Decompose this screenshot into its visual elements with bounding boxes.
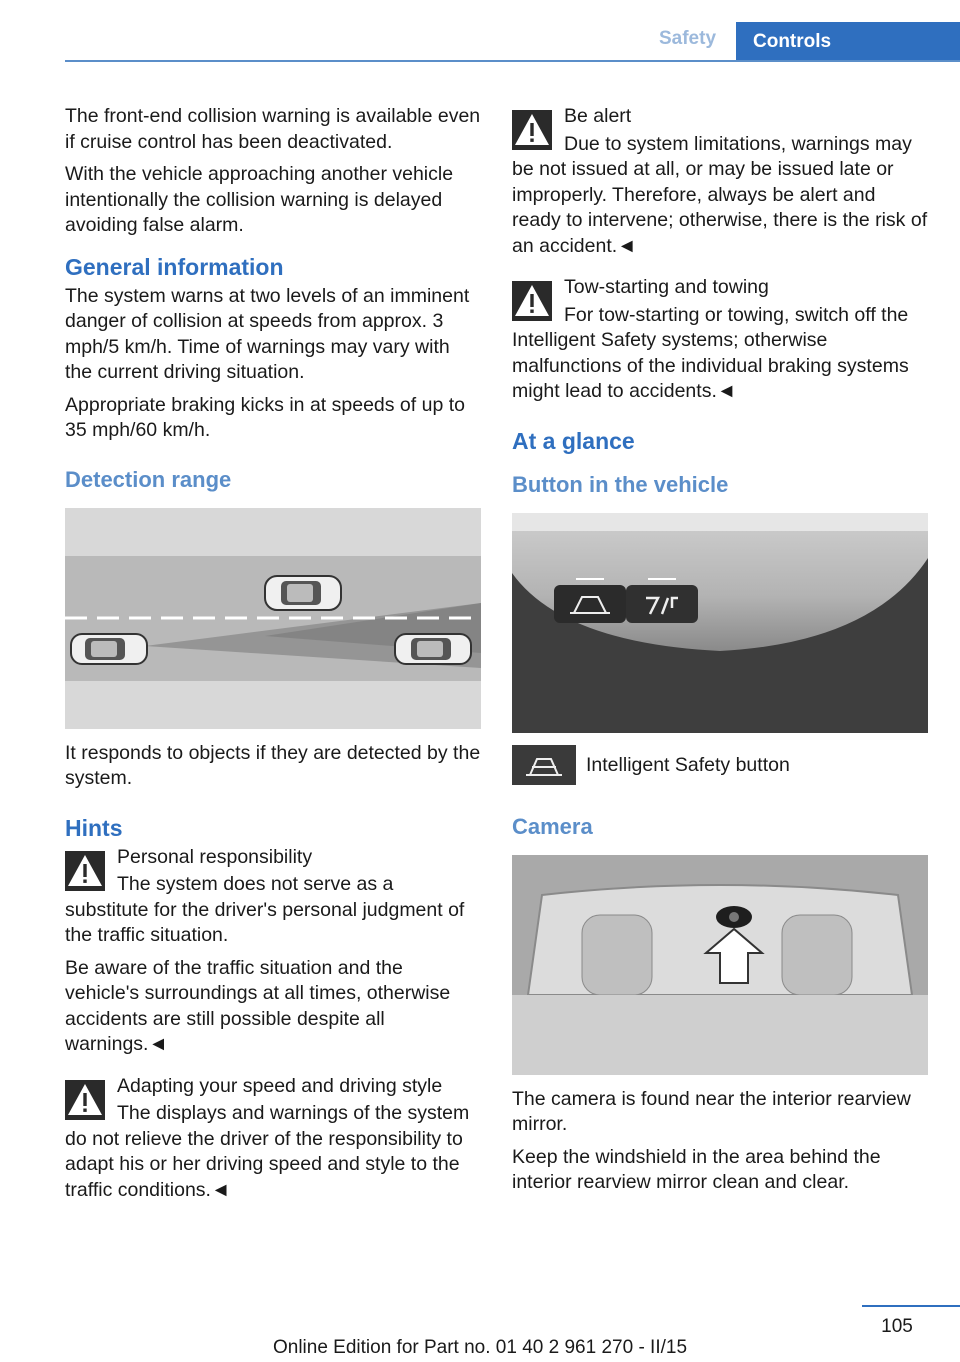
- right-column: [512, 104, 928, 1203]
- warning-tow-starting: [512, 275, 928, 405]
- page-number: 105: [881, 1316, 913, 1337]
- warning-text: The displays and warnings of the system do not relieve the driver of the responsibility to adapt his or her driving speed and style to the traffic conditions.◄: [65, 1102, 470, 1201]
- warning-adapting-speed: [65, 1074, 481, 1204]
- warning-title: Tow-starting and towing: [564, 276, 769, 298]
- general-paragraph: The system warns at two levels of an imminent danger of collision at speeds from approx. 3 mph/5 km/h. Time of warnings may vary with the current driving situation.: [65, 284, 470, 383]
- button-in-vehicle-heading: Button in the vehicle: [512, 471, 729, 497]
- hints-heading: Hints: [65, 814, 123, 841]
- camera-location-photo: [512, 855, 928, 1075]
- button-legend-label: Intelligent Safety button: [586, 753, 790, 776]
- camera-heading: Camera: [512, 813, 593, 839]
- detection-range-figure: [65, 508, 481, 729]
- warning-text: For tow-starting or towing, switch off the Intelligent Safety systems; otherwise malfunctions of the individual braking systems might lead to accidents.◄: [512, 303, 909, 402]
- button-panel-photo: [512, 513, 928, 733]
- at-a-glance-heading: At a glance: [512, 427, 635, 454]
- warning-text: Be aware of the traffic situation and the vehicle's surroundings at all times, otherwise accidents are still possible despite all warnings.◄: [65, 956, 451, 1055]
- page-footer: [0, 1300, 960, 1362]
- button-legend: [512, 745, 928, 785]
- page-header: [0, 0, 960, 62]
- intro-paragraph: With the vehicle approaching another vehicle intentionally the collision warning is delayed avoiding false alarm.: [65, 163, 454, 236]
- detection-range-heading: Detection range: [65, 466, 232, 492]
- warning-triangle-icon: [512, 110, 552, 150]
- intro-paragraph: The front-end collision warning is available even if cruise control has been deactivated.: [65, 105, 481, 153]
- warning-triangle-icon: [512, 281, 552, 321]
- warning-triangle-icon: [65, 1080, 105, 1120]
- header-rule: [65, 60, 960, 62]
- warning-text: Due to system limitations, warnings may be not issued at all, or may be issued late or improperly. Therefore, always be alert and ready to intervene; otherwise, there is the risk of an accident.◄: [512, 132, 928, 257]
- warning-personal-responsibility: [65, 845, 481, 1058]
- camera-paragraph: Keep the windshield in the area behind the interior rearview mirror clean and clear.: [512, 1145, 881, 1193]
- detection-range-illustration: [65, 508, 481, 729]
- warning-title: Personal responsibility: [117, 845, 313, 868]
- edition-note: Online Edition for Part no. 01 40 2 961 270 - II/15: [272, 1337, 688, 1358]
- general-paragraph: Appropriate braking kicks in at speeds of up to 35 mph/60 km/h.: [65, 393, 465, 441]
- chapter-tab-controls: Controls: [736, 22, 960, 62]
- warning-be-alert: [512, 104, 928, 259]
- warning-text: The system does not serve as a substitute for the driver's personal judgment of the traffic situation.: [65, 873, 465, 946]
- button-figure: [512, 513, 928, 733]
- warning-triangle-icon: [65, 851, 105, 891]
- warning-title: Adapting your speed and driving style: [117, 1074, 443, 1097]
- left-column: [65, 104, 481, 1210]
- section-tab-safety: Safety: [658, 28, 717, 49]
- camera-figure: [512, 855, 928, 1075]
- warning-title: Be alert: [564, 105, 632, 127]
- footer-rule: [862, 1305, 960, 1307]
- camera-paragraph: The camera is found near the interior rearview mirror.: [512, 1087, 911, 1135]
- general-information-heading: General information: [65, 253, 284, 280]
- intelligent-safety-button-icon: [512, 745, 576, 785]
- detection-caption: It responds to objects if they are detected by the system.: [65, 741, 481, 789]
